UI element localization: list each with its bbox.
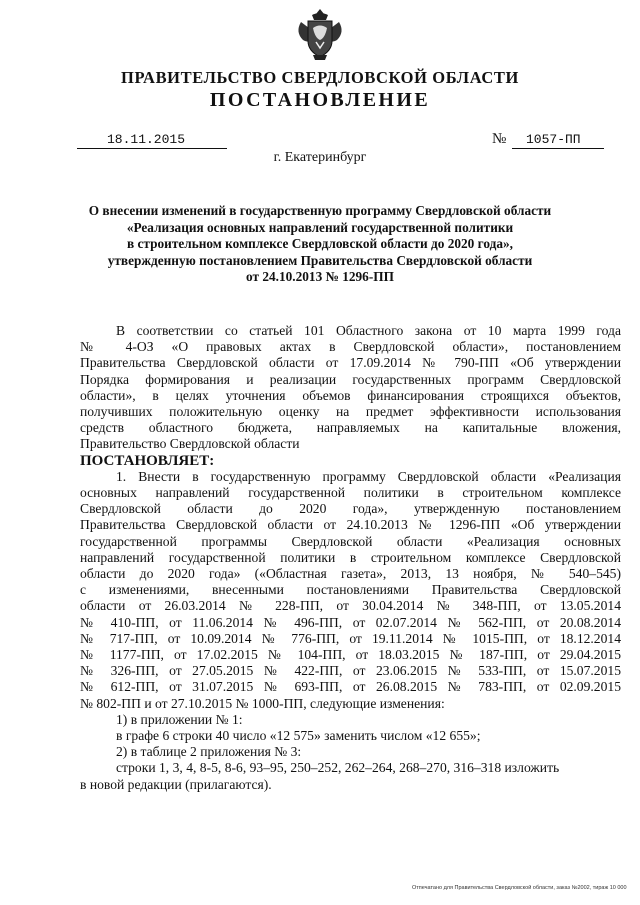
document-number: 1057-ПП (512, 131, 604, 149)
document-type: ПОСТАНОВЛЕНИЕ (209, 89, 431, 111)
title-line: утвержденную постановлением Правительства Свердловской области (107, 252, 533, 268)
item-line: 1. Внести в государственную программу Свердловской области «Реализация (116, 468, 621, 484)
item-line: основных направлений государственной политики в строительном комплексе (80, 485, 621, 501)
preamble-line: области», в целях уточнения объемов финансирования строящихся объектов, (80, 387, 621, 403)
item-line: с изменениями, внесенными постановлениями Правительства Свердловской (80, 582, 621, 598)
item-line: области до 2020 года» («Областная газета», 2013, 13 ноября, № 540–545) (80, 566, 621, 582)
item-line: № 410-ПП, от 11.06.2014 № 496-ПП, от 02.07.2014 № 562-ПП, от 20.08.2014 (80, 614, 621, 630)
title-line: в строительном комплексе Свердловской области до 2020 года», (127, 236, 513, 251)
item-line: № 1177-ПП, от 17.02.2015 № 104-ПП, от 18.03.2015 № 187-ПП, от 29.04.2015 (80, 647, 621, 663)
item-line: государственной программы Свердловской области «Реализация основных (80, 533, 621, 549)
print-footer: Отпечатано для Правительства Свердловской области, заказ №2002, тираж 10 000 (412, 885, 627, 891)
number-label: № (492, 131, 507, 147)
sub-item-text: строки 1, 3, 4, 8-5, 8-6, 93–95, 250–252, 262–264, 268–270, 316–318 изложить (116, 760, 560, 776)
preamble-line: № 4-ОЗ «О правовых актах в Свердловской области», постановлением (80, 339, 621, 355)
item-line: Свердловской области до 2020 года», утвержденную постановлением (80, 501, 621, 517)
preamble-line: В соответствии со статьей 101 Областного закона от 10 марта 1999 года (116, 323, 621, 338)
item-line: № 326-ПП, от 27.05.2015 № 422-ПП, от 23.06.2015 № 533-ПП, от 15.07.2015 (80, 663, 621, 679)
item-line: № 717-ПП, от 10.09.2014 № 776-ПП, от 19.11.2014 № 1015-ПП, от 18.12.2014 (80, 630, 621, 646)
title-line: «Реализация основных направлений государственной политики (126, 219, 514, 235)
title-line: от 24.10.2013 № 1296-ПП (246, 269, 394, 284)
city: г. Екатеринбург (273, 150, 367, 165)
sub-item: 2) в таблице 2 приложения № 3: (116, 744, 302, 760)
document-body (80, 323, 621, 793)
item-line: № 802-ПП и от 27.10.2015 № 1000-ПП, следующие изменения: (80, 695, 445, 711)
item-line: направлений государственной политики в строительном комплексе Свердловской (80, 549, 621, 565)
preamble-line: Правительства Свердловской области от 17.09.2014 № 790-ПП «Об утверждении (80, 355, 621, 371)
item-line: Правительства Свердловской области от 24.10.2013 № 1296-ПП «Об утверждении (80, 517, 621, 533)
government-name: ПРАВИТЕЛЬСТВО СВЕРДЛОВСКОЙ ОБЛАСТИ (121, 68, 519, 87)
title-line: О внесении изменений в государственную программу Свердловской области (88, 203, 552, 218)
sub-item-text: в новой редакции (прилагаются). (80, 776, 272, 792)
preamble-line: Правительство Свердловской области (80, 436, 300, 452)
sub-item: 1) в приложении № 1: (116, 711, 243, 727)
resolves-label: ПОСТАНОВЛЯЕТ: (80, 452, 215, 469)
document-title (70, 203, 570, 286)
item-line: области от 26.03.2014 № 228-ПП, от 30.04.2014 № 348-ПП, от 13.05.2014 (80, 598, 621, 614)
item-line: № 612-ПП, от 31.07.2015 № 693-ПП, от 26.08.2015 № 783-ПП, от 02.09.2015 (80, 679, 621, 695)
sub-item-text: в графе 6 строки 40 число «12 575» заменить числом «12 655»; (116, 728, 481, 744)
preamble-line: средств областного бюджета, направляемых на капитальные вложения, (80, 420, 621, 436)
document-date: 18.11.2015 (77, 131, 227, 149)
preamble-line: получивших положительную оценку на предмет эффективности использования (80, 404, 621, 420)
coat-of-arms-icon (295, 6, 345, 62)
preamble-line: Порядка формирования и реализации государственных программ Свердловской (80, 371, 621, 387)
